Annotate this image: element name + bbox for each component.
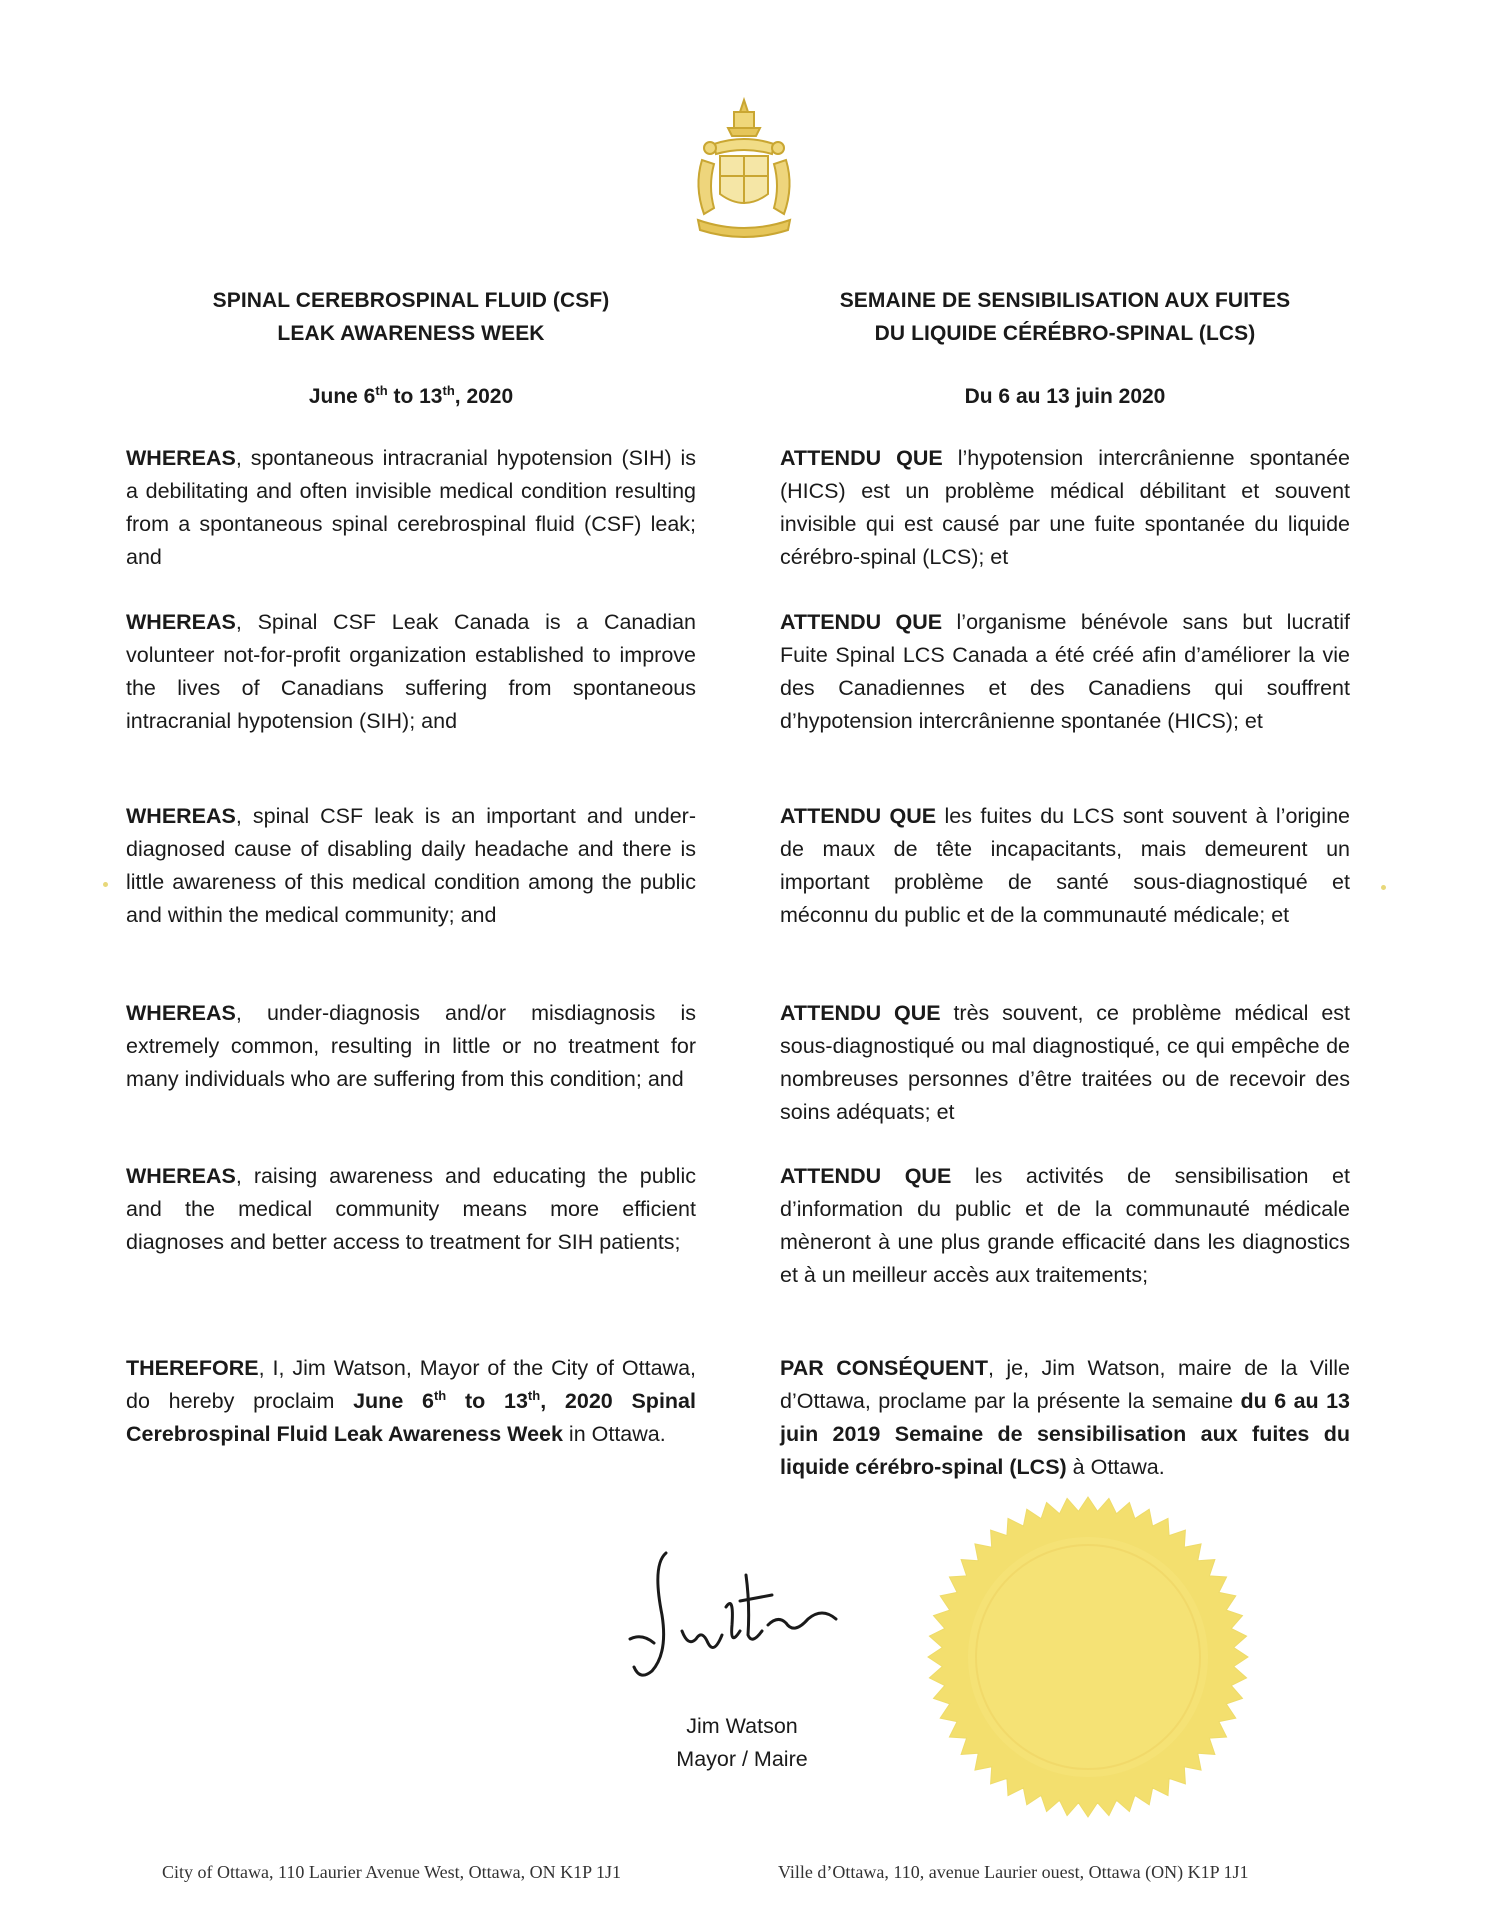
french-attendu-5-text: les activités de sensibilisation et d’information du public et de la communauté médicale mèneront à une plus grande efficacité dans les diagnostics et à un meilleur accès aux traitements; (780, 1164, 1350, 1287)
gold-seal (926, 1495, 1250, 1819)
english-date-part: June 6 (308, 385, 376, 408)
french-attendu-5 (780, 1160, 1350, 1292)
english-therefore-bold: , 2020 Spinal Cerebrospinal Fluid Leak Awareness Week (126, 1389, 696, 1446)
footer-address-english: City of Ottawa, 110 Laurier Avenue West, Ottawa, ON K1P 1J1 (162, 1862, 621, 1882)
english-whereas-5-text: , raising awareness and educating the public and the medical community means more efficient diagnoses and better access to treatment for SIH patients; (126, 1164, 696, 1254)
french-title (780, 284, 1350, 350)
french-attendu-4 (780, 997, 1350, 1129)
french-attendu-3 (780, 800, 1350, 932)
french-date: Du 6 au 13 juin 2020 (964, 385, 1166, 408)
french-attendu-5-lead: ATTENDU QUE (780, 1164, 952, 1188)
english-column (126, 284, 696, 1446)
signature-block (600, 1710, 884, 1776)
french-attendu-3-lead: ATTENDU QUE (780, 804, 937, 828)
french-attendu-1-lead: ATTENDU QUE (780, 446, 943, 470)
english-date-part: to 13 (387, 385, 443, 408)
english-therefore-sup: th (433, 1387, 447, 1403)
english-therefore-sup: th (527, 1387, 541, 1403)
mayor-signature (622, 1535, 862, 1695)
scan-speck (1381, 885, 1386, 890)
french-attendu-1 (780, 442, 1350, 574)
french-column (780, 284, 1351, 1479)
english-whereas-2-text: , Spinal CSF Leak Canada is a Canadian volunteer not-for-profit organization established to improve the lives of Canadians suffering from spontaneous intracranial hypotension (SIH); and (126, 610, 696, 733)
french-attendu-4-lead: ATTENDU QUE (780, 1001, 941, 1025)
english-whereas-1-text: , spontaneous intracranial hypotension (SIH) is a debilitating and often invisible medical condition resulting from a spontaneous spinal cerebrospinal fluid (CSF) leak; and (126, 446, 696, 569)
english-whereas-3 (126, 800, 696, 932)
city-crest-logo (684, 96, 804, 244)
english-whereas-4-text: , under-diagnosis and/or misdiagnosis is extremely common, resulting in little or no treatment for many individuals who are suffering from this condition; and (126, 1001, 696, 1091)
english-whereas-4-lead: WHEREAS (126, 1001, 236, 1025)
english-whereas-1-lead: WHEREAS (126, 446, 236, 470)
french-par-consequent-bold: du 6 au 13 juin 2019 Semaine de sensibilisation aux fuites du liquide cérébro-spinal (LCS) (780, 1389, 1350, 1479)
french-par-consequent-tail: à Ottawa. (1066, 1455, 1165, 1479)
english-title (126, 284, 696, 350)
english-therefore-bold: June 6 (353, 1389, 434, 1413)
scan-speck (103, 882, 108, 887)
english-whereas-1 (126, 442, 696, 574)
french-attendu-3-text: les fuites du LCS sont souvent à l’origine de maux de tête incapacitants, mais demeurent un important problème de santé sous-diagnostiqué et méconnu du public et de la communauté médicale; et (780, 804, 1351, 927)
french-attendu-2-lead: ATTENDU QUE (780, 610, 943, 634)
french-par-consequent-lead: PAR CONSÉQUENT (780, 1356, 988, 1380)
english-whereas-5 (126, 1160, 696, 1259)
english-therefore-bold: to 13 (446, 1389, 528, 1413)
english-whereas-2 (126, 606, 696, 738)
french-par-consequent (780, 1352, 1350, 1484)
english-date-part: , 2020 (454, 385, 514, 408)
english-therefore (126, 1352, 696, 1451)
french-attendu-1-text: l’hypotension intercrânienne spontanée (HICS) est un problème médical débilitant et souvent invisible qui est causé par une fuite spontanée du liquide cérébro-spinal (LCS); et (780, 446, 1350, 569)
french-title-line-1: SEMAINE DE SENSIBILISATION AUX FUITES (839, 289, 1291, 312)
english-title-line-2: LEAK AWARENESS WEEK (277, 322, 545, 345)
french-attendu-2-text: l’organisme bénévole sans but lucratif Fuite Spinal LCS Canada a été créé afin d’améliorer la vie des Canadiennes et des Canadiens qui souffrent d’hypotension intercrânienne spontanée (HICS); et (780, 610, 1350, 733)
english-therefore-tail: in Ottawa. (562, 1422, 666, 1446)
french-par-consequent-text: , je, Jim Watson, maire de la Ville d’Ottawa, proclame par la présente la semaine (780, 1356, 1350, 1413)
english-title-line-1: SPINAL CEREBROSPINAL FLUID (CSF) (212, 289, 610, 312)
french-title-line-2: DU LIQUIDE CÉRÉBRO-SPINAL (LCS) (874, 322, 1256, 345)
english-whereas-2-lead: WHEREAS (126, 610, 236, 634)
french-attendu-2 (780, 606, 1350, 738)
english-whereas-3-text: , spinal CSF leak is an important and under-diagnosed cause of disabling daily headache and there is little awareness of this medical condition among the public and within the medical community; and (126, 804, 696, 927)
french-attendu-4-text: très souvent, ce problème médical est sous-diagnostiqué ou mal diagnostiqué, ce qui empêche de nombreuses personnes d’être traitées ou de recevoir des soins adéquats; et (780, 1001, 1350, 1124)
mayor-name: Jim Watson (686, 1714, 798, 1738)
footer-address-french: Ville d’Ottawa, 110, avenue Laurier ouest, Ottawa (ON) K1P 1J1 (778, 1862, 1249, 1882)
english-whereas-3-lead: WHEREAS (126, 804, 236, 828)
english-date-sup: th (375, 383, 388, 398)
english-date (126, 382, 696, 412)
english-date-sup: th (442, 383, 455, 398)
mayor-role: Mayor / Maire (676, 1747, 808, 1771)
english-therefore-lead: THEREFORE (126, 1356, 259, 1380)
english-therefore-text: , I, Jim Watson, Mayor of the City of Ottawa, do hereby proclaim (126, 1356, 696, 1413)
english-whereas-5-lead: WHEREAS (126, 1164, 236, 1188)
english-whereas-4 (126, 997, 696, 1096)
